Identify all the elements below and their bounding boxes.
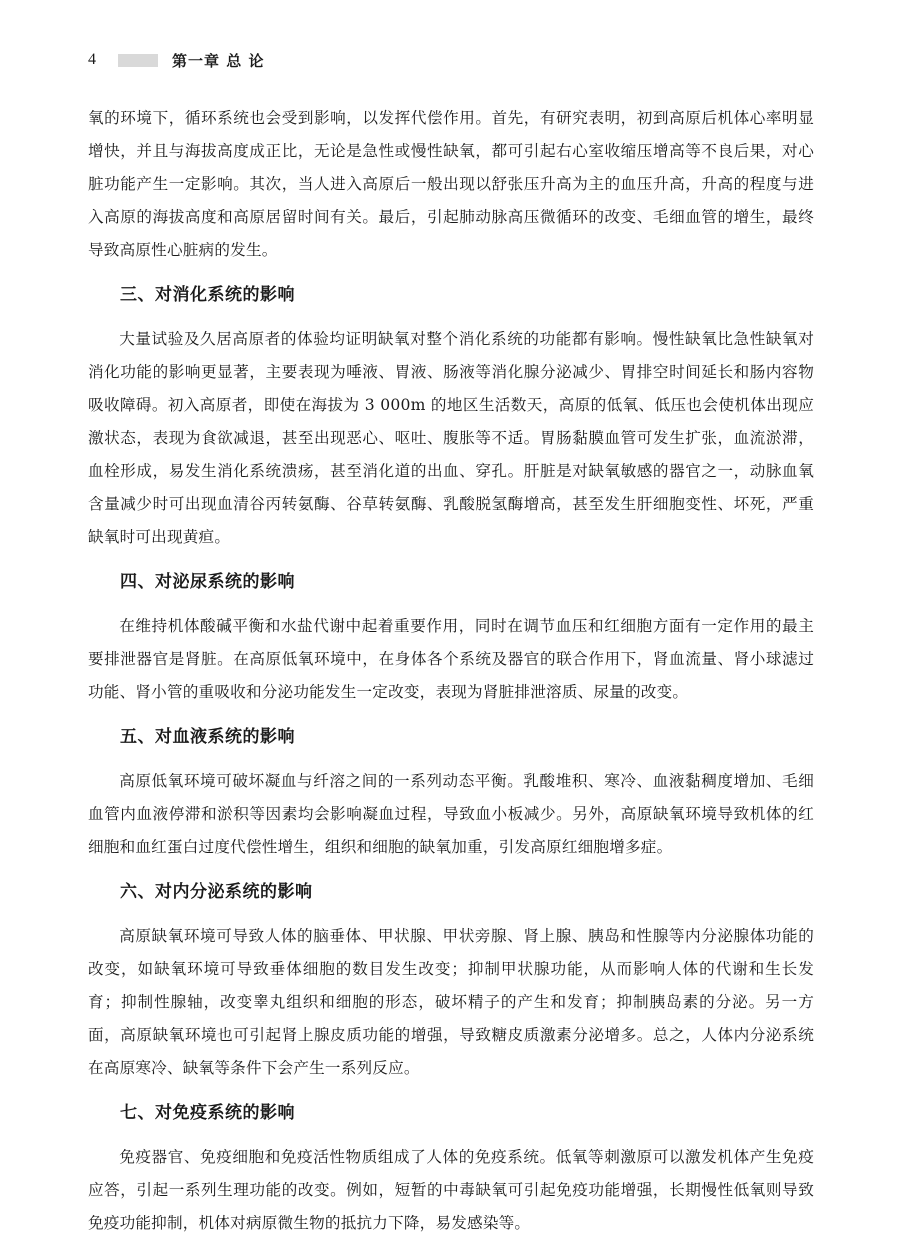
section-paragraph-digestive: 大量试验及久居高原者的体验均证明缺氧对整个消化系统的功能都有影响。慢性缺氧比急性缺氧对消化功能的影响更显著，主要表现为唾液、胃液、肠液等消化腺分泌减少、胃排空时间延长和肠内容物吸收障碍。初入高原者，即使在海拔为 3 000m 的地区生活数天，高原的低氧、低压也会使机体出现应激状态，表现为食欲减退，甚至出现恶心、呕吐、腹胀等不适。胃肠黏膜血管可发生扩张，血流淤滞，血栓形成，易发生消化系统溃疡，甚至消化道的出血、穿孔。肝脏是对缺氧敏感的器官之一，动脉血氧含量减少时可出现血清谷丙转氨酶、谷草转氨酶、乳酸脱氢酶增高，甚至发生肝细胞变性、坏死，严重缺氧时可出现黄疸。 (88, 330, 814, 546)
page-number: 4 (88, 51, 96, 68)
page-header (88, 48, 264, 72)
section-heading-endocrine: 六、对内分泌系统的影响 (120, 882, 313, 902)
section-paragraph-urinary: 在维持机体酸碱平衡和水盐代谢中起着重要作用，同时在调节血压和红细胞方面有一定作用的最主要排泄器官是肾脏。在高原低氧环境中，在身体各个系统及器官的联合作用下，肾血流量、肾小球滤过功能、肾小管的重吸收和分泌功能发生一定改变，表现为肾脏排泄溶质、尿量的改变。 (88, 617, 814, 701)
chapter-title: 第一章 总 论 (172, 51, 265, 70)
section-heading-immune: 七、对免疫系统的影响 (120, 1103, 295, 1123)
section-paragraph-blood: 高原低氧环境可破坏凝血与纤溶之间的一系列动态平衡。乳酸堆积、寒冷、血液黏稠度增加、毛细血管内血液停滞和淤积等因素均会影响凝血过程，导致血小板减少。另外，高原缺氧环境导致机体的红细胞和血红蛋白过度代偿性增生，组织和细胞的缺氧加重，引发高原红细胞增多症。 (88, 772, 814, 856)
section-paragraph-immune: 免疫器官、免疫细胞和免疫活性物质组成了人体的免疫系统。低氧等刺激原可以激发机体产生免疫应答，引起一系列生理功能的改变。例如，短暂的中毒缺氧可引起免疫功能增强，长期慢性低氧则导致免疫功能抑制，机体对病原微生物的抵抗力下降，易发感染等。 (88, 1148, 814, 1232)
section-paragraph-endocrine: 高原缺氧环境可导致人体的脑垂体、甲状腺、甲状旁腺、肾上腺、胰岛和性腺等内分泌腺体功能的改变，如缺氧环境可导致垂体细胞的数目发生改变；抑制甲状腺功能，从而影响人体的代谢和生长发育；抑制性腺轴，改变睾丸组织和细胞的形态，破坏精子的产生和发育；抑制胰岛素的分泌。另一方面，高原缺氧环境也可引起肾上腺皮质功能的增强，导致糖皮质激素分泌增多。总之，人体内分泌系统在高原寒冷、缺氧等条件下会产生一系列反应。 (88, 927, 814, 1077)
section-heading-urinary: 四、对泌尿系统的影响 (120, 572, 295, 592)
header-decoration-bar (118, 54, 158, 67)
intro-paragraph: 氧的环境下，循环系统也会受到影响，以发挥代偿作用。首先，有研究表明，初到高原后机体心率明显增快，并且与海拔高度成正比，无论是急性或慢性缺氧，都可引起右心室收缩压增高等不良后果，对心脏功能产生一定影响。其次，当人进入高原后一般出现以舒张压升高为主的血压升高，升高的程度与进入高原的海拔高度和高原居留时间有关。最后，引起肺动脉高压微循环的改变、毛细血管的增生，最终导致高原性心脏病的发生。 (88, 109, 814, 259)
section-heading-blood: 五、对血液系统的影响 (120, 727, 295, 747)
section-heading-digestive: 三、对消化系统的影响 (120, 285, 295, 305)
page-body (88, 102, 814, 1240)
